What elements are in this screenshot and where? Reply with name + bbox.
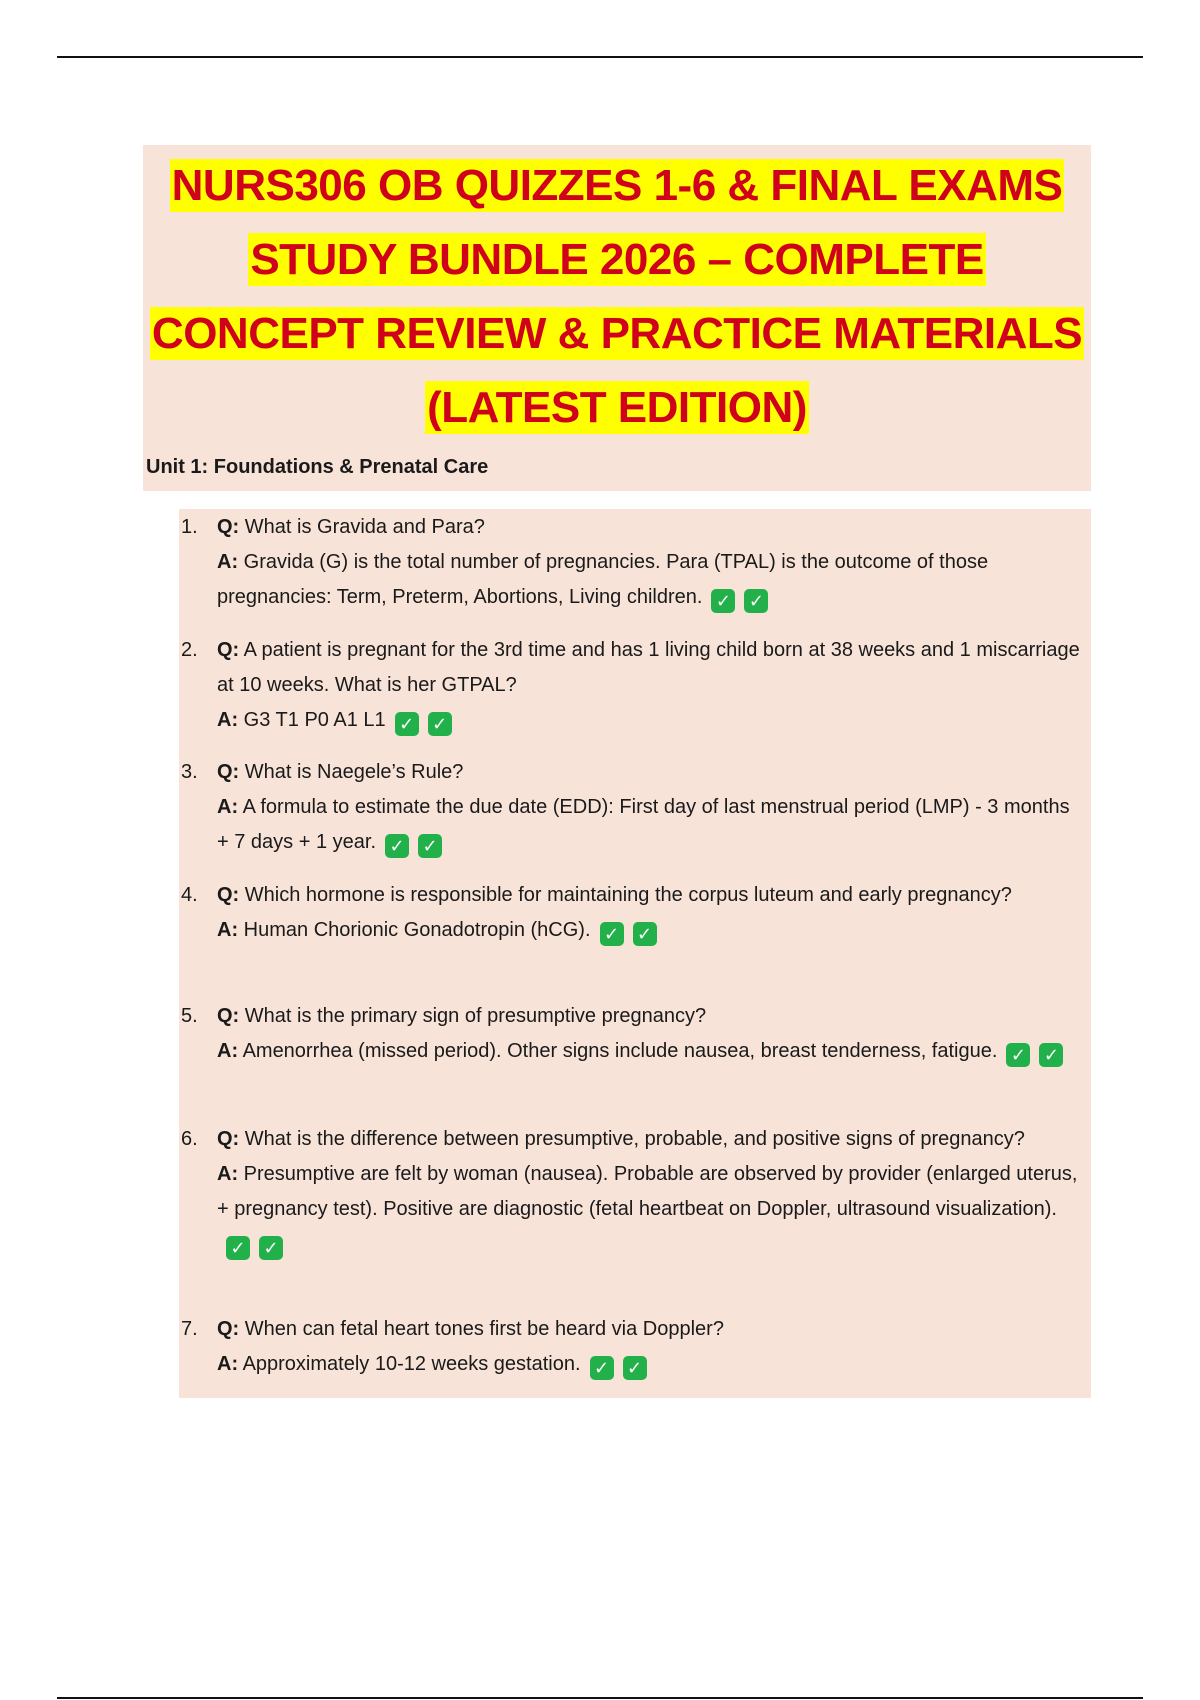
- a-label: A:: [217, 1353, 239, 1375]
- answer-text: Amenorrhea (missed period). Other signs include nausea, breast tenderness, fatigue.: [242, 1040, 998, 1062]
- item-number: 6.: [181, 1128, 198, 1150]
- answer: [217, 1157, 1085, 1262]
- q-label: Q:: [217, 761, 240, 783]
- a-label: A:: [217, 551, 239, 573]
- answer: [217, 913, 1085, 948]
- check-mark-icon: ✓: [633, 922, 657, 946]
- title-line: CONCEPT REVIEW & PRACTICE MATERIALS: [151, 309, 1083, 358]
- answer: [217, 703, 1085, 738]
- question: [217, 878, 1085, 913]
- question-text: A patient is pregnant for the 3rd time and has 1 living child born at 38 weeks and 1 miscarriage at 10 weeks. What is her GTPAL?: [217, 639, 1080, 696]
- question: [217, 510, 1085, 545]
- title-line: (LATEST EDITION): [427, 383, 807, 432]
- item-number: 1.: [181, 516, 198, 538]
- check-mark-icon: ✓: [711, 589, 735, 613]
- item-number: 3.: [181, 761, 198, 783]
- check-mark-icon: ✓: [623, 1356, 647, 1380]
- question-text: Which hormone is responsible for maintaining the corpus luteum and early pregnancy?: [244, 884, 1012, 906]
- check-mark-icon: ✓: [590, 1356, 614, 1380]
- answer: [217, 790, 1085, 860]
- a-label: A:: [217, 919, 239, 941]
- answer: [217, 1347, 1085, 1382]
- question: [217, 755, 1085, 790]
- answer-text: Presumptive are felt by woman (nausea). Probable are observed by provider (enlarged uterus, + pregnancy test). Positive are diagnostic (fetal heartbeat on Doppler, ultrasound visualization).: [217, 1163, 1078, 1220]
- q-label: Q:: [217, 1318, 240, 1340]
- answer-text: Gravida (G) is the total number of pregnancies. Para (TPAL) is the outcome of those pregnancies: Term, Preterm, Abortions, Living children.: [217, 551, 989, 608]
- check-mark-icon: ✓: [744, 589, 768, 613]
- check-mark-icon: ✓: [1006, 1043, 1030, 1067]
- check-mark-icon: ✓: [1039, 1043, 1063, 1067]
- item-number: 2.: [181, 639, 198, 661]
- question-text: What is the difference between presumptive, probable, and positive signs of pregnancy?: [244, 1128, 1025, 1150]
- answer-text: G3 T1 P0 A1 L1: [243, 709, 386, 731]
- a-label: A:: [217, 1163, 239, 1185]
- answer-text: Approximately 10-12 weeks gestation.: [242, 1353, 581, 1375]
- top-rule: [57, 56, 1143, 58]
- q-label: Q:: [217, 1005, 240, 1027]
- a-label: A:: [217, 709, 239, 731]
- q-label: Q:: [217, 639, 240, 661]
- question-text: When can fetal heart tones first be heard via Doppler?: [244, 1318, 724, 1340]
- question: [217, 999, 1085, 1034]
- answer-text: Human Chorionic Gonadotropin (hCG).: [243, 919, 591, 941]
- check-mark-icon: ✓: [418, 834, 442, 858]
- check-mark-icon: ✓: [395, 712, 419, 736]
- qa-panel: [179, 509, 1091, 1398]
- q-label: Q:: [217, 884, 240, 906]
- answer: [217, 545, 1085, 615]
- question-text: What is Naegele’s Rule?: [244, 761, 464, 783]
- check-mark-icon: ✓: [385, 834, 409, 858]
- item-number: 4.: [181, 884, 198, 906]
- check-mark-icon: ✓: [428, 712, 452, 736]
- answer: [217, 1034, 1085, 1069]
- title-panel: [143, 145, 1091, 491]
- item-number: 7.: [181, 1318, 198, 1340]
- question: [217, 1312, 1085, 1347]
- check-mark-icon: ✓: [259, 1236, 283, 1260]
- check-mark-icon: ✓: [600, 922, 624, 946]
- question: [217, 633, 1085, 703]
- check-mark-icon: ✓: [226, 1236, 250, 1260]
- answer-text: A formula to estimate the due date (EDD): First day of last menstrual period (LMP) - 3 months + 7 days + 1 year.: [217, 796, 1070, 853]
- question: [217, 1122, 1085, 1157]
- unit-heading: Unit 1: Foundations & Prenatal Care: [146, 456, 489, 478]
- item-number: 5.: [181, 1005, 198, 1027]
- a-label: A:: [217, 1040, 239, 1062]
- title-line: NURS306 OB QUIZZES 1-6 & FINAL EXAMS: [171, 161, 1063, 210]
- document-title: [143, 145, 1091, 445]
- title-line: STUDY BUNDLE 2026 – COMPLETE: [250, 235, 984, 284]
- q-label: Q:: [217, 1128, 240, 1150]
- question-text: What is Gravida and Para?: [244, 516, 485, 538]
- q-label: Q:: [217, 516, 240, 538]
- a-label: A:: [217, 796, 239, 818]
- question-text: What is the primary sign of presumptive pregnancy?: [244, 1005, 707, 1027]
- bottom-rule: [57, 1697, 1143, 1699]
